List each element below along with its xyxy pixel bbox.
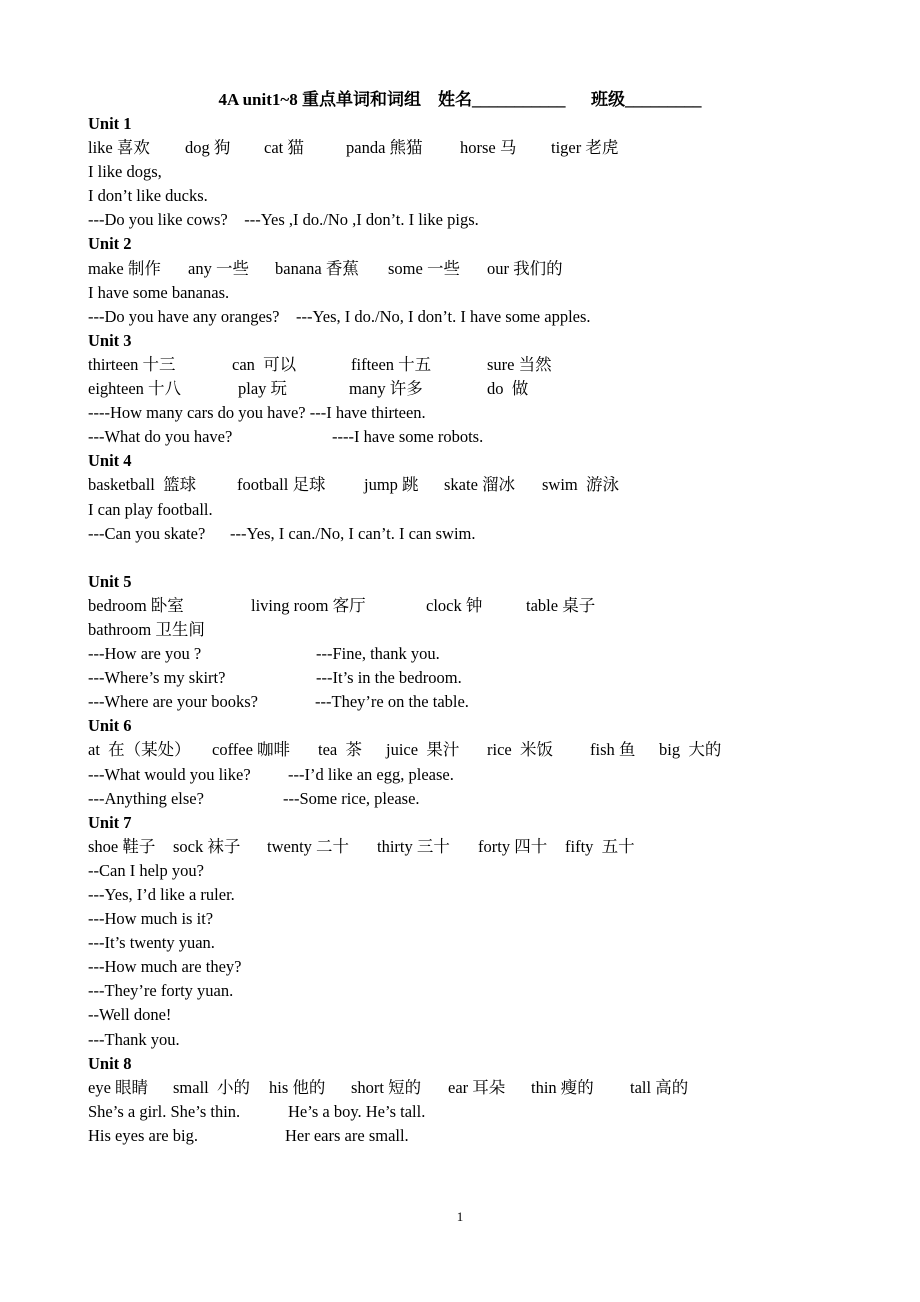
answer: ----I have some robots. [332,427,484,447]
unit-heading: Unit 1 [88,114,132,133]
vocab-item: clock 钟 [426,595,483,615]
vocab-item: shoe 鞋子 [88,836,156,856]
dialogue-line: ---How much are they? [88,957,242,977]
answer: ---Some rice, please. [283,788,420,808]
dialogue-line: ---They’re forty yuan. [88,981,234,1001]
vocab-item: cat 猫 [264,138,304,158]
blank-line [88,546,888,570]
dialogue-line: --Can I help you? [88,860,204,880]
vocab-item: play 玩 [238,379,288,399]
vocab-item: some 一些 [388,258,460,278]
dialogue-line: ---It’s twenty yuan. [88,933,215,953]
sentence [88,1124,888,1148]
dialogue-line [88,763,888,787]
sentence: I have some bananas. [88,282,230,302]
vocab-item: our 我们的 [487,258,563,278]
vocab-item: horse 马 [460,138,517,158]
page-number: 1 [456,1209,464,1224]
vocab-item: thirteen 十三 [88,354,176,374]
vocab-item: his 他的 [269,1077,326,1097]
vocab-item: basketball 篮球 [88,475,197,495]
vocab-item: short 短的 [351,1077,422,1097]
vocab-item: big 大的 [659,740,722,760]
sentence: I don’t like ducks. [88,186,208,206]
unit-heading: Unit 3 [88,330,132,350]
unit-heading: Unit 5 [88,571,132,591]
vocab-line [88,594,888,618]
vocab-item: tea 茶 [318,740,362,760]
question: ---Where’s my skirt? [88,668,226,688]
dialogue-line: ---Do you like cows? ---Yes ,I do./No ,I don’t. I like pigs. [88,210,479,230]
vocab-item: table 桌子 [526,595,596,615]
dialogue-line [88,666,888,690]
vocab-item: make 制作 [88,258,161,278]
vocab-line [88,835,888,859]
question: ---How are you ? [88,644,202,664]
vocab-item: skate 溜冰 [444,475,516,495]
sentence: I can play football. [88,499,213,519]
dialogue-line: --Well done! [88,1005,172,1025]
unit-heading: Unit 4 [88,451,132,471]
vocab-item: swim 游泳 [542,475,620,495]
vocab-item: eighteen 十八 [88,379,182,399]
answer: ---It’s in the bedroom. [316,668,462,688]
vocab-item: eye 眼睛 [88,1077,149,1097]
question: ---Anything else? [88,788,204,808]
unit-heading: Unit 8 [88,1053,132,1073]
question: ---Where are your books? [88,692,258,712]
vocab-item: panda 熊猫 [346,138,423,158]
vocab-item: at 在（某处） [88,740,191,760]
sentence-part: He’s a boy. He’s tall. [288,1101,426,1121]
vocab-item: fifteen 十五 [351,354,432,374]
dialogue-line: ---Do you have any oranges? ---Yes, I do./No, I don’t. I have some apples. [88,306,591,326]
vocab-item: jump 跳 [364,475,419,495]
vocab-item: bedroom 卧室 [88,595,184,615]
unit-heading: Unit 6 [88,716,132,736]
vocab-item: rice 米饭 [487,740,553,760]
vocab-item: twenty 二十 [267,836,350,856]
vocab-item: ear 耳朵 [448,1077,506,1097]
vocab-line [88,257,888,281]
vocab-item: tiger 老虎 [551,138,619,158]
vocab-item: football 足球 [237,475,326,495]
page-title: 4A unit1~8 重点单词和词组 姓名___________ 班级_________ [218,90,702,109]
answer: ---Fine, thank you. [316,644,440,664]
answer: ---I’d like an egg, please. [288,764,454,784]
vocab-line [88,1076,888,1100]
vocab-item: forty 四十 [478,836,548,856]
vocab-item: juice 果汁 [386,740,460,760]
vocab-line [88,353,888,377]
unit-heading: Unit 7 [88,812,132,832]
sentence [88,1100,888,1124]
dialogue-line: ---How much is it? [88,909,214,929]
vocab-item: fish 鱼 [590,740,636,760]
vocab-item: coffee 咖啡 [212,740,291,760]
sentence-part: Her ears are small. [285,1125,409,1145]
content [88,112,888,1148]
sentence: I like dogs, [88,162,162,182]
dialogue-line [88,642,888,666]
dialogue-line: ---Thank you. [88,1029,180,1049]
dialogue-line: ----How many cars do you have? ---I have thirteen. [88,403,426,423]
vocab-item: like 喜欢 [88,138,150,158]
vocab-line [88,136,888,160]
vocab-item: dog 狗 [185,138,231,158]
dialogue-line [88,425,888,449]
dialogue-line [88,690,888,714]
vocab-item: many 许多 [349,379,423,399]
vocab-item: sure 当然 [487,354,552,374]
question: ---What do you have? [88,427,233,447]
dialogue-line: ---Yes, I’d like a ruler. [88,885,235,904]
vocab-item: thin 瘦的 [531,1077,594,1097]
vocab-item: fifty 五十 [565,836,635,856]
vocab-line [88,377,888,401]
dialogue-line: ---Can you skate? ---Yes, I can./No, I can’t. I can swim. [88,523,476,543]
sentence-part: She’s a girl. She’s thin. [88,1101,241,1121]
vocab-item: any 一些 [188,258,249,278]
answer: ---They’re on the table. [315,692,469,712]
vocab-item: living room 客厅 [251,595,366,615]
vocab-item: do 做 [487,379,529,399]
vocab-line: bathroom 卫生间 [88,619,205,639]
vocab-line [88,738,888,762]
dialogue-line [88,787,888,811]
vocab-item: sock 袜子 [173,836,241,856]
vocab-line [88,473,888,497]
unit-heading: Unit 2 [88,234,132,254]
vocab-item: thirty 三十 [377,836,450,856]
vocab-item: small 小的 [173,1077,250,1097]
vocab-item: tall 高的 [630,1077,689,1097]
question: ---What would you like? [88,764,251,784]
vocab-item: banana 香蕉 [275,258,359,278]
vocab-item: can 可以 [232,354,297,374]
sentence-part: His eyes are big. [88,1125,198,1145]
